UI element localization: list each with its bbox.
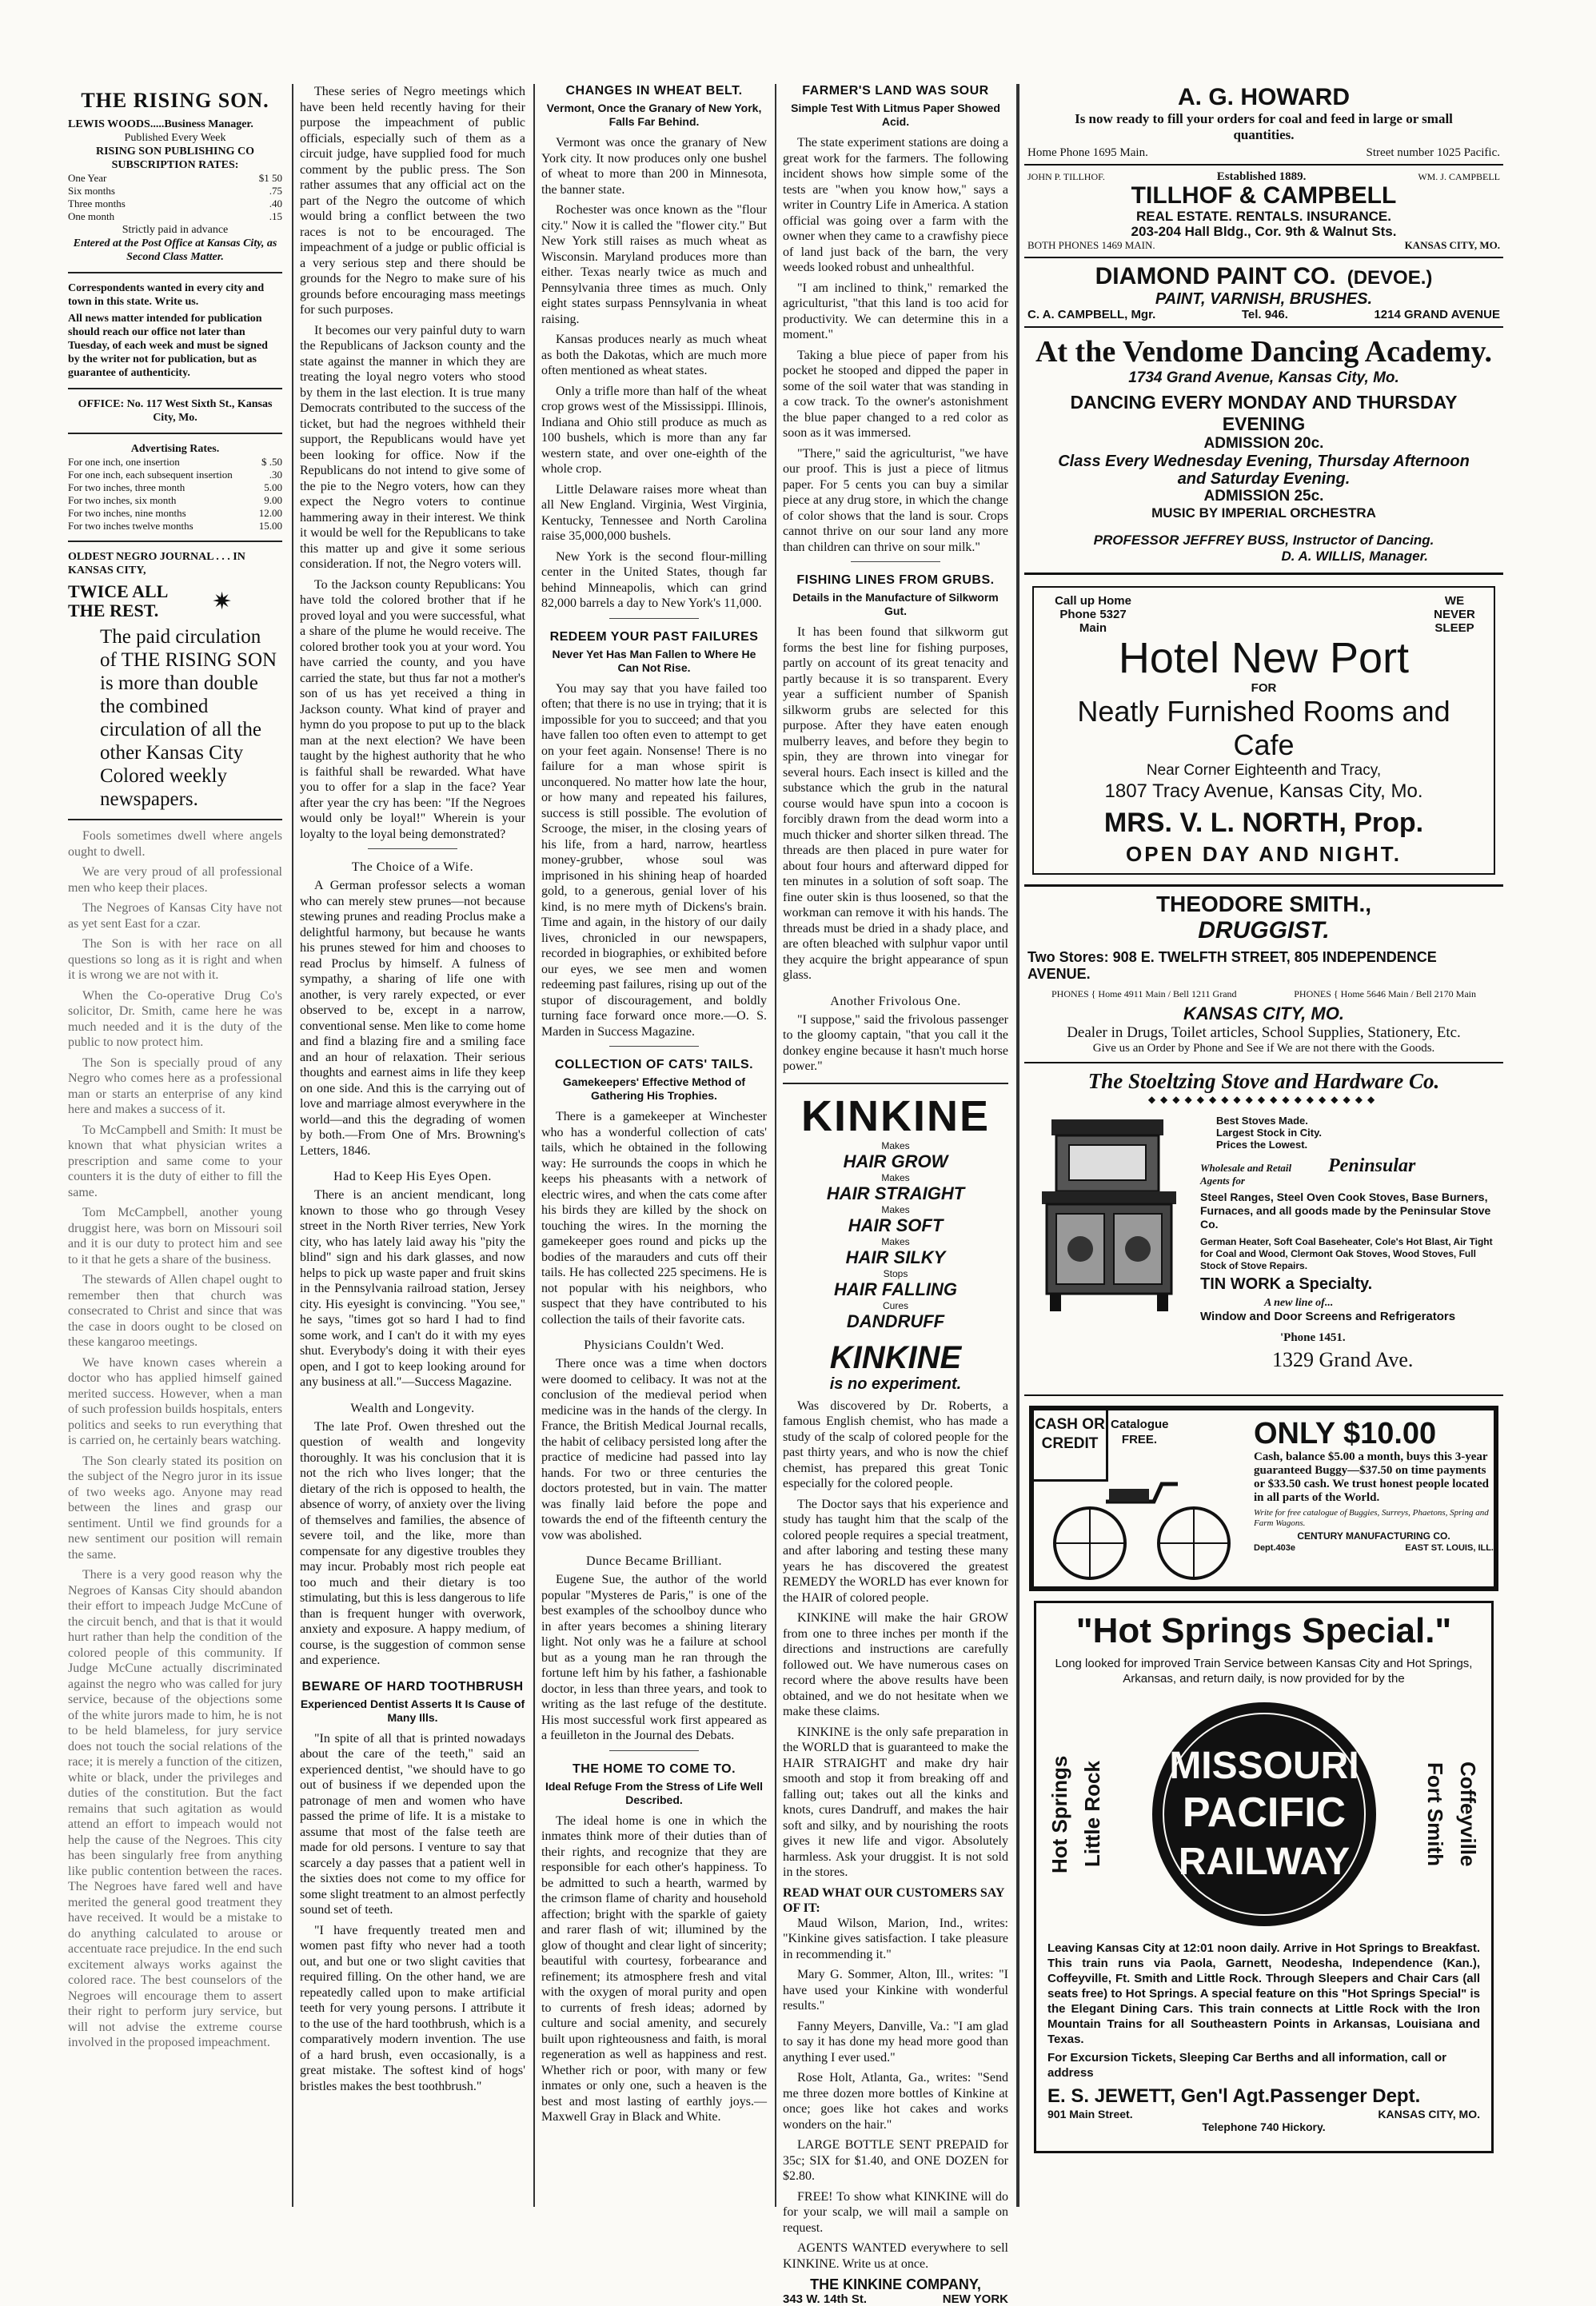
column-2 bbox=[300, 84, 525, 2207]
published-line: Published Every Week bbox=[68, 131, 282, 145]
stoeltzing-phone: 'Phone 1451. bbox=[1200, 1331, 1496, 1345]
vendome-professor: PROFESSOR JEFFREY BUSS, Instructor of Dancing. bbox=[1027, 533, 1500, 549]
rate-row bbox=[68, 210, 282, 223]
century-cash: CASH OR CREDIT bbox=[1034, 1410, 1108, 1482]
paragraph: We are very proud of all professional men who keep their places. bbox=[68, 864, 282, 896]
stoeltzing-ad bbox=[1024, 1063, 1503, 1396]
circulation-claim: The paid circulation of THE RISING SON is more than double the combined circulation of all the other Kansas City Colored weekly newspapers. bbox=[68, 625, 282, 811]
article-body bbox=[541, 135, 767, 612]
kinkine-claim: HAIR GROW bbox=[783, 1151, 1008, 1172]
howard-phone: Home Phone 1695 Main. bbox=[1027, 146, 1148, 159]
tillhof-services: REAL ESTATE. RENTALS. INSURANCE. bbox=[1027, 209, 1500, 224]
hot-springs-ad bbox=[1034, 1601, 1494, 2153]
springs-telephone: Telephone 740 Hickory. bbox=[1047, 2120, 1480, 2133]
tillhof-ad bbox=[1024, 166, 1503, 258]
paragraph: The Son clearly stated its position on the subject of the Negro juror in its issue of two weeks ago. Anyone may read between the lines and grasp our sentiment. Until we find grounds for a new sentiment our position will remain the same. bbox=[68, 1454, 282, 1563]
kinkine-title: KINKINE bbox=[783, 1092, 1008, 1140]
stoeltzing-line: Steel Ranges, Steel Oven Cook Stoves, Base Burners, Furnaces, and all goods made by the Peninsular Stove Co. bbox=[1200, 1191, 1496, 1231]
newspaper-page bbox=[68, 84, 1503, 2207]
kinkine-address: 343 W. 14th St. bbox=[783, 2293, 867, 2306]
stoeltzing-tin: TIN WORK a Specialty. bbox=[1200, 1275, 1496, 1294]
newport-call: Call up Home Phone 5327 Main bbox=[1045, 594, 1141, 635]
logo-word: RAILWAY bbox=[1178, 1841, 1349, 1883]
springs-city: KANSAS CITY, MO. bbox=[1378, 2108, 1480, 2120]
rate-value: $ .50 bbox=[261, 456, 282, 469]
paragraph: To McCampbell and Smith: It must be known that what physician writes a prescription and same come to your counters it is the duty of either to fill the same. bbox=[68, 1123, 282, 1201]
paragraph: KINKINE will make the hair GROW from one to three inches per month if the directions and instructions are carefully followed out. We have numerous cases on record where the above results have been obtained, and we do not hesitate when we make these claims. bbox=[783, 1610, 1008, 1720]
article-subtitle: Details in the Manufacture of Silkworm Gut. bbox=[783, 591, 1008, 618]
paragraph: Rose Holt, Atlanta, Ga., writes: "Send me three dozen more bottles of Kinkine at once; goes like hot cakes and works wonders on the hair." bbox=[783, 2070, 1008, 2132]
kinkine-verb: Makes bbox=[783, 1172, 1008, 1183]
smith-name: THEODORE SMITH., bbox=[1027, 892, 1500, 917]
tillhof-right: WM. J. CAMPBELL bbox=[1418, 170, 1500, 183]
article-title: FARMER'S LAND WAS SOUR bbox=[783, 84, 1008, 98]
paragraph: The state experiment stations are doing a great work for the farmers. The following incident shows how simple some of the tests are "when you know how," says a writer in Country Life in America. A station official was going over a farm with the owner when they came to a crawfishy piece of land just back of the barn, the very weeds looked robust and unhealthful. bbox=[783, 135, 1008, 276]
paragraph: "In spite of all that is printed nowadays about the care of the teeth," said an experienced dentist, "we should have to go out of business if we depended upon the patronage of men and women who have passed the prime of life. It is a mistake to assume that most of the false teeth are made for old persons. I venture to say that scarcely a day passes that a patient well in the sixties does not come to my office for some slight treatment to an almost perfectly sound set of teeth. bbox=[300, 1731, 525, 1918]
col2-intro bbox=[300, 84, 525, 842]
company-name: RISING SON PUBLISHING CO bbox=[68, 145, 282, 158]
column-1 bbox=[68, 84, 282, 2207]
vendome-title: At the Vendome Dancing Academy. bbox=[1027, 334, 1500, 369]
logo-word: MISSOURI bbox=[1169, 1745, 1359, 1787]
stoeltzing-line: Prices the Lowest. bbox=[1200, 1139, 1496, 1151]
newport-near: Near Corner Eighteenth and Tracy, bbox=[1045, 762, 1482, 780]
subscription-rates bbox=[68, 172, 282, 223]
tillhof-phones: BOTH PHONES 1469 MAIN. bbox=[1027, 239, 1155, 252]
rate-row bbox=[68, 197, 282, 210]
springs-title: "Hot Springs Special." bbox=[1047, 1611, 1480, 1651]
kinkine-city: NEW YORK bbox=[943, 2293, 1008, 2306]
column-4 bbox=[783, 84, 1008, 2207]
kinkine-claim: DANDRUFF bbox=[783, 1311, 1008, 1332]
newport-name: Hotel New Port bbox=[1045, 635, 1482, 681]
vendome-admission-2: ADMISSION 25c. bbox=[1027, 488, 1500, 505]
buggy-illustration bbox=[1042, 1478, 1242, 1582]
vendome-manager: D. A. WILLIS, Manager. bbox=[1027, 549, 1500, 565]
office-address: OFFICE: No. 117 West Sixth St., Kansas City, Mo. bbox=[68, 397, 282, 425]
subscription-head: SUBSCRIPTION RATES: bbox=[68, 158, 282, 172]
springs-tickets: For Excursion Tickets, Sleeping Car Berths and all information, call or address bbox=[1047, 2050, 1480, 2081]
tillhof-name: TILLHOF & CAMPBELL bbox=[1027, 183, 1500, 209]
diamond-name: DIAMOND PAINT CO. bbox=[1095, 263, 1336, 290]
tillhof-established: Established 1889. bbox=[1217, 170, 1307, 183]
article-title: Wealth and Longevity. bbox=[300, 1402, 525, 1416]
article-title: BEWARE OF HARD TOOTHBRUSH bbox=[300, 1680, 525, 1694]
stoeltzing-line: Window and Door Screens and Refrigerators bbox=[1200, 1310, 1496, 1323]
paragraph: We have known cases wherein a doctor who has applied himself gained merited success. However, when a man of such profession builds hospitals, enters politics and seeks to run everything that is carried on, he certainly bears watching. bbox=[68, 1355, 282, 1449]
kinkine-claims bbox=[783, 1140, 1008, 1332]
rate-label: Six months bbox=[68, 185, 115, 197]
col1-paragraphs bbox=[68, 828, 282, 2051]
rate-value: 12.00 bbox=[259, 507, 282, 520]
rate-row bbox=[68, 185, 282, 197]
article-subtitle: Gamekeepers' Effective Method of Gathering His Trophies. bbox=[541, 1075, 767, 1103]
article-subtitle: Simple Test With Litmus Paper Showed Acid. bbox=[783, 102, 1008, 129]
paragraph: These series of Negro meetings which have been held recently having for their purpose the impeachment of public officials, especially such of them as a circuit judge, have supplied food for much comment by the public press. The Son rather assumes that any official act on the part of the Negro the outcome of which would bring a conflict between the two races is not to be encouraged. The impeachment of a judge or public official is a very serious step and there should be grounds for the Negro to make sure of his grounds before encouraging mass meetings for such purposes. bbox=[300, 84, 525, 318]
column-rule bbox=[775, 84, 776, 2207]
smith-druggist-ad bbox=[1024, 884, 1503, 1063]
paragraph: Little Delaware raises more wheat than all New England. Virginia, West Virginia, Kentucky, Tennessee and North Carolina raise 35,000,000 bushels. bbox=[541, 482, 767, 545]
paragraph: The Son is with her race on all questions so long as it is right and when it is wrong we are not with it. bbox=[68, 936, 282, 983]
article-title: REDEEM YOUR PAST FAILURES bbox=[541, 630, 767, 644]
twice-all-the-rest: TWICE ALL THE REST. bbox=[68, 582, 180, 620]
article-body bbox=[300, 1731, 525, 2095]
rate-row bbox=[68, 481, 282, 494]
article-title: FISHING LINES FROM GRUBS. bbox=[783, 573, 1008, 588]
masthead-title: THE RISING SON. bbox=[68, 89, 282, 113]
rate-label: One Year bbox=[68, 172, 106, 185]
springs-body: Leaving Kansas City at 12:01 noon daily. Arrive in Hot Springs to Breakfast. This train runs via Paola, Garnett, Neodesha, Independence (Kan.), Coffeyville, Ft. Smith and Little Rock. Through Sleepers and Chair Cars (all seats free) to Hot Springs. A special feature on this "Hot Springs Special" is the Elegant Dining Cars. This train connects at Little Rock with the Iron Mountain Trains for all Southeastern Points in Arkansas, Louisiana and Texas. bbox=[1047, 1941, 1480, 2047]
rate-label: For two inches, nine months bbox=[68, 507, 186, 520]
newport-for: FOR bbox=[1045, 681, 1482, 695]
rate-row bbox=[68, 456, 282, 469]
smith-phones-right: PHONES { Home 5646 Main / Bell 2170 Main bbox=[1294, 987, 1476, 1000]
century-dept: Dept.403e bbox=[1254, 1542, 1295, 1554]
century-name: CENTURY MANUFACTURING CO. bbox=[1254, 1530, 1494, 1542]
diamond-line: PAINT, VARNISH, BRUSHES. bbox=[1027, 290, 1500, 309]
paragraph: The stewards of Allen chapel ought to remember then that church was consecrated to Christ and since that was the case in doors ought to be closed on these kangaroo meetings. bbox=[68, 1272, 282, 1350]
rate-label: For two inches twelve months bbox=[68, 520, 194, 533]
article-subtitle: Experienced Dentist Asserts It Is Cause of Many Ills. bbox=[300, 1698, 525, 1725]
news-note: All news matter intended for publication should reach our office not later than Tuesday, of each week and must be signed by the writer not for publication, but as guarantee of authenticity. bbox=[68, 312, 282, 380]
ornament-icon: ◆◆◆◆◆◆◆◆◆◆◆◆◆◆◆◆◆◆◆ bbox=[1027, 1094, 1500, 1106]
article-title: THE HOME TO COME TO. bbox=[541, 1762, 767, 1777]
howard-ad bbox=[1024, 84, 1503, 166]
rate-value: 5.00 bbox=[264, 481, 282, 494]
article-subtitle: Ideal Refuge From the Stress of Life Well Described. bbox=[541, 1780, 767, 1807]
rate-label: For two inches, six month bbox=[68, 494, 176, 507]
stove-illustration bbox=[1037, 1115, 1181, 1315]
paragraph: KINKINE is the only safe preparation in the WORLD that is guaranteed to make the HAIR STRAIGHT and make dry hair smooth and stop it from breaking off and falling out; takes out all the kinks and knots, cures Dandruff, and makes the hair soft and silky, and by nourishing the roots gives it new life and vigor. Absolutely harmless. Ask your druggist. It is not sold in the stores. bbox=[783, 1725, 1008, 1881]
howard-street: Street number 1025 Pacific. bbox=[1367, 146, 1500, 159]
paragraph: Tom McCampbell, another young druggist here, was born on Missouri soil and it is our duty to protect him and see to it that he gets a share of the business. bbox=[68, 1205, 282, 1267]
kinkine-title-2: KINKINE bbox=[783, 1340, 1008, 1375]
springs-left-1: Hot Springs bbox=[1047, 1710, 1072, 1918]
rate-value: $1 50 bbox=[259, 172, 282, 185]
hotel-newport-ad bbox=[1032, 586, 1495, 875]
kinkine-testimonials bbox=[783, 1916, 1008, 2272]
paragraph: "There," said the agriculturist, "we have our proof. This is just a piece of litmus paper. For 5 cents you can buy a similar piece at any drug store, in which the change of color shows that the land is sour. Crops cannot thrive on our sour land any more than children can thrive on sour milk." bbox=[783, 446, 1008, 556]
rate-label: One month bbox=[68, 210, 114, 223]
paragraph: To the Jackson county Republicans: You have told the colored brother that if he proved loyal and you were successful, what a share of the plume he would receive. The colored brother took you at your word. You have carried the county, and you have carried the state, but thus far not a mother's son of us has yet received a thing in Jackson county. What kind of prayer and hymn do you propose to put up to the black man at the next election? We have been taught by the highest authority that he who is faithful shall be rewarded. What have you to offer for a slap in the face? Year after year the cry has been: "If the Negroes would only be loyal!" Wherein is your loyalty to the loyal being demonstrated? bbox=[300, 577, 525, 843]
stoeltzing-name: The Stoeltzing Stove and Hardware Co. bbox=[1027, 1068, 1500, 1094]
article-body: "I suppose," said the frivolous passenger to the gloomy captain, "that you call it the donkey engine because it hasn't much horse power." bbox=[783, 1012, 1008, 1075]
stoeltzing-details bbox=[1200, 1115, 1496, 1372]
smith-phones-left: PHONES { Home 4911 Main / Bell 1211 Grand bbox=[1051, 987, 1237, 1000]
paragraph: FREE! To show what KINKINE will do for your scalp, we will mail a sample on request. bbox=[783, 2189, 1008, 2236]
kinkine-claim: HAIR STRAIGHT bbox=[783, 1183, 1008, 1204]
stoeltzing-line: Largest Stock in City. bbox=[1200, 1127, 1496, 1139]
article-body: It has been found that silkworm gut forms the best line for fishing purposes, partly on account of its great tenacity and partly because it is so transparent. Every year a sufficient number of Spanish silkworm grubs are selected for this purpose. After they have eaten enough mulberry leaves, and before they begin to spin, they are thrown into vinegar for several hours. Each insect is killed and the substance which the grub in the natural course would have spun into a cocoon is forcibly drawn from the dead worm into a much thicker and shorter silken thread. The threads are then placed in pure water for about four hours and afterward dipped for ten minutes in a solution of soft soap. The fine outer skin is thus loosened, so that the workman can remove it with his hands. The threads must be dried in a shady place, and are often bleached with sulphur vapor until they acquire the bright appearance of spun glass. bbox=[783, 624, 1008, 983]
kinkine-verb: Makes bbox=[783, 1140, 1008, 1151]
rate-label: Three months bbox=[68, 197, 126, 210]
article-body: There is a gamekeeper at Winchester who has a wonderful collection of cats' tails, which he obtained in the following way: He surrounds the coops in which he keeps his pheasants with a network of electric wires, and when the cats come after his birds they are killed by the shock on touching the wires. In the morning the gamekeeper goes round and picks up the bodies of the marauders and cuts off their tails. He has collected 225 specimens. He is not popular with his neighbors, who suspect that they have contributed to his collection the tails of their favorite cats. bbox=[541, 1109, 767, 1327]
kinkine-verb: Makes bbox=[783, 1236, 1008, 1247]
article-subtitle: Vermont, Once the Granary of New York, Falls Far Behind. bbox=[541, 102, 767, 129]
article-body: Eugene Sue, the author of the world popular "Mysteres de Paris," is one of the best examples of the schoolboy dunce who in after years becomes a shining literary light. Not only was he a failure at school but as a young man he ran through the fortune left him by his father, a fashionable doctor, in less than three years, and took to writing as the last refuge of the destitute. His most successful work first appeared as a feuilleton in the Journal des Debats. bbox=[541, 1572, 767, 1744]
rate-label: For one inch, each subsequent insertion bbox=[68, 469, 233, 481]
kinkine-read: READ WHAT OUR CUSTOMERS SAY OF IT: bbox=[783, 1885, 1008, 1916]
smith-stores: Two Stores: 908 E. TWELFTH STREET, 805 INDEPENDENCE AVENUE. bbox=[1027, 949, 1500, 983]
ads-column bbox=[1024, 84, 1503, 2207]
stoeltzing-agents: Wholesale and Retail Agents for bbox=[1200, 1162, 1320, 1187]
tillhof-city: KANSAS CITY, MO. bbox=[1405, 239, 1500, 252]
vendome-ad bbox=[1024, 328, 1503, 575]
diamond-paint-ad bbox=[1024, 258, 1503, 328]
springs-right-1: Fort Smith bbox=[1422, 1710, 1447, 1918]
vendome-admission-1: ADMISSION 20c. bbox=[1027, 435, 1500, 453]
paragraph: Was discovered by Dr. Roberts, a famous English chemist, who has made a study of the scalp of colored people for the past thirty years, and who is now the chief chemist, has prepared this great Tonic especially for the colored people. bbox=[783, 1398, 1008, 1492]
newport-line: Neatly Furnished Rooms and Cafe bbox=[1045, 695, 1482, 762]
paragraph: AGENTS WANTED everywhere to sell KINKINE. Write us at once. bbox=[783, 2240, 1008, 2272]
article-subtitle: Never Yet Has Man Fallen to Where He Can Not Rise. bbox=[541, 648, 767, 675]
paragraph: Only a trifle more than half of the wheat crop grows west of the Mississippi. Illinois, Indiana and Ohio still produce as much as 100 bushels, which is more than any far western state, and over one-eighth of the whole crop. bbox=[541, 384, 767, 477]
newport-never-sleep: WE NEVER SLEEP bbox=[1426, 594, 1482, 635]
howard-name: A. G. HOWARD bbox=[1027, 84, 1500, 111]
century-buggy-ad bbox=[1029, 1406, 1498, 1591]
century-catalogue: Catalogue FREE. bbox=[1111, 1417, 1168, 1447]
rate-label: For two inches, three month bbox=[68, 481, 185, 494]
paragraph: The Negroes of Kansas City have not as yet sent East for a czar. bbox=[68, 900, 282, 932]
kinkine-verb: Makes bbox=[783, 1204, 1008, 1215]
vendome-class: Class Every Wednesday Evening, Thursday Afternoon and Saturday Evening. bbox=[1027, 453, 1500, 488]
paragraph: "I have frequently treated men and women past fifty who never had a tooth out, and but one or two slight cavities that required filling. On the other hand, we are repeatedly called upon to make artificial teeth for very young persons. I attribute it to the use of the hard toothbrush, which is a comparatively modern invention. The use of a hard brush, even occasionally, is a great mistake. The softest kind of hogs' bristles makes the best toothbrush." bbox=[300, 1923, 525, 2095]
kinkine-claim: HAIR SOFT bbox=[783, 1215, 1008, 1236]
paragraph: New York is the second flour-milling center in the United States, though far behind Minneapolis, which can grind 82,000 barrels a day to New York's 11,000. bbox=[541, 549, 767, 612]
stoeltzing-line: Best Stoves Made. bbox=[1200, 1115, 1496, 1127]
article-title: Another Frivolous One. bbox=[783, 995, 1008, 1009]
paragraph: The Doctor says that his experience and study has taught him that the scalp of the colored people requires a special treatment, and after laboring and testing these many years he has discovered the greatest REMEDY the WORLD has ever known for the HAIR of colored people. bbox=[783, 1497, 1008, 1606]
smith-order: Give us an Order by Phone and See if We are not there with the Goods. bbox=[1027, 1042, 1500, 1055]
diamond-devoe: (DEVOE.) bbox=[1347, 267, 1433, 289]
rate-value: .40 bbox=[269, 197, 282, 210]
stoeltzing-address: 1329 Grand Ave. bbox=[1200, 1348, 1496, 1372]
column-rule bbox=[533, 84, 535, 2207]
article-body: There once was a time when doctors were doomed to celibacy. It was not at the conclusion of the medieval period when medicine was in the hands of the clergy. In France, the British Medical Journal recalls, the habit of celibacy persisted long after the practice of medicine had passed into lay hands. For two or three centuries the doctors protested, but in vain. The matter was finally laid before the pope and towards the end of the fifteenth century the vow was abolished. bbox=[541, 1356, 767, 1543]
advertising-rates bbox=[68, 456, 282, 533]
article-title: CHANGES IN WHEAT BELT. bbox=[541, 84, 767, 98]
kinkine-tag: is no experiment. bbox=[783, 1375, 1008, 1394]
paragraph: It becomes our very painful duty to warn the Republicans of Jackson county and the state against the manner in which they are treating the loyal negro voters who stood by them in the last election. It is true many Democrats contributed to the success of the ticket, but had the negroes withheld their support, the Republicans would have yet been looking for office. Now if the Republicans do not intend to give some of the pie to the Negro voters, how can they expect the Negro voters to continue hammering away in their interest. We think it would be well for the Republicans to take this matter up and give it some serious consideration. If not, the Negro voters will. bbox=[300, 323, 525, 573]
missouri-pacific-logo bbox=[1144, 1698, 1384, 1930]
springs-street: 901 Main Street. bbox=[1047, 2108, 1133, 2120]
tillhof-left: JOHN P. TILLHOF. bbox=[1027, 170, 1105, 183]
column-rule bbox=[1018, 84, 1019, 2207]
century-body: Cash, balance $5.00 a month, buys this 3-year guaranteed Buggy—$37.50 on time payments or $33.50 cash. We trust honest people located in all parts of the World. bbox=[1254, 1450, 1494, 1505]
century-address: EAST ST. LOUIS, ILL. bbox=[1405, 1542, 1494, 1554]
paragraph: Mary G. Sommer, Alton, Ill., writes: "I have used your Kinkine with wonderful results." bbox=[783, 1967, 1008, 2014]
paragraph: Maud Wilson, Marion, Ind., writes: "Kinkine gives satisfaction. I take pleasure in recommending it." bbox=[783, 1916, 1008, 1963]
smith-city: KANSAS CITY, MO. bbox=[1027, 1003, 1500, 1024]
newport-open: OPEN DAY AND NIGHT. bbox=[1045, 842, 1482, 867]
rate-value: .30 bbox=[269, 469, 282, 481]
kinkine-claim: HAIR SILKY bbox=[783, 1247, 1008, 1268]
rate-value: .15 bbox=[269, 210, 282, 223]
paragraph: Taking a blue piece of paper from his pocket he stooped and dipped the paper in some of the soil water that was standing in a cow track. To the owner's astonishment the blue paper changed to a red color as soon as it was immersed. bbox=[783, 348, 1008, 441]
paragraph: Vermont was once the granary of New York city. It now produces only one bushel of wheat to more than 200 in Minnesota, the banner state. bbox=[541, 135, 767, 197]
article-body: The ideal home is one in which the inmates think more of their duties than of their rights, and recognize that they are responsible for each other's happiness. To be admitted to such a hearth, warmed by the crimson flame of charity and household affection; bright with the sparkle of gaiety and rarer flash of wit; illumined by the glow of thought and clear light of sincerity; beautiful with courtesy, forbearance and refinement; its atmosphere fresh and vital with the oxygen of moral purity and open to currents of fresh ideas; adorned by culture and social amenity, and securely built upon righteousness and faith, is moral regeneration as well as happiness and rest. Whether rich or poor, with many or few inmates or only one, such a heaven is the best and most lasting of earthly joys.—Maxwell Gray in Black and White. bbox=[541, 1813, 767, 2125]
springs-agent: E. S. JEWETT, Gen'l Agt.Passenger Dept. bbox=[1047, 2085, 1480, 2108]
rate-value: .75 bbox=[269, 185, 282, 197]
article-body: You may say that you have failed too often; that there is no use in trying; that it is impossible for you to succeed; and that you have fallen too often even to attempt to get on your feet again. Nonsense! There is no failure for a man whose spirit is unconquered. No matter how late the hour, or how many and repeated his failures, success is still possible. The evolution of Scrooge, the miser, in the closing years of his life, from a hard, narrow, heartless money-grubber, whose soul was imprisoned in his shining heap of hoarded gold, to a generous, genial lover of his kind, is no mere myth of Dickens's brain. Time and again, in the history of our daily lives, chronicled in our newspapers, recorded in biographies, or exhibited before our eyes, we see men and women redeeming past failures, rising up out of the stupor of discouragement, and boldly turning face forward once more.—O. S. Marden in Success Magazine. bbox=[541, 681, 767, 1040]
rate-value: 15.00 bbox=[259, 520, 282, 533]
correspondents-note: Correspondents wanted in every city and town in this state. Write us. bbox=[68, 281, 282, 309]
article-title: The Choice of a Wife. bbox=[300, 860, 525, 875]
rate-value: 9.00 bbox=[264, 494, 282, 507]
kinkine-company: THE KINKINE COMPANY, bbox=[783, 2276, 1008, 2293]
rate-row bbox=[68, 469, 282, 481]
stoeltzing-line: A new line of... bbox=[1200, 1297, 1496, 1310]
rate-label: For one inch, one insertion bbox=[68, 456, 180, 469]
vendome-address: 1734 Grand Avenue, Kansas City, Mo. bbox=[1027, 369, 1500, 387]
diamond-tel: Tel. 946. bbox=[1242, 309, 1288, 321]
rate-row bbox=[68, 507, 282, 520]
springs-intro: Long looked for improved Train Service between Kansas City and Hot Springs, Arkansas, and return daily, is now provided for by the bbox=[1047, 1656, 1480, 1686]
rate-row bbox=[68, 172, 282, 185]
paragraph: There is a very good reason why the Negroes of Kansas City should abandon their effort to impeach Judge McCune of the circuit bench, and that is that it would hurt rather than help the condition of the colored people of this community. If Judge McCune actually discriminated against the negro who was called for jury service, because of the objections some of the white jurors made to him, he is not to be held blameless, for jury service does not touch the social relations of the race; it is merely a function of the citizen, white or black, under the privileges and duties of the constitution. But the fact remains that such agitation as would attend an effort to impeach would not help the cause of the Negroes. This city has been singularly free from anything like public contention between the races. The Negroes have fared well and have merited the general good treatment they have received. It would be a mistake to do anything calculated to arouse or accentuate race prejudice. In the end such excitement always works against the colored race. The best counselors of the Negroes will encourage them to assert their right to perform jury service, but will not advise the extreme course involved in the proposed impeachment. bbox=[68, 1567, 282, 2051]
paragraph: LARGE BOTTLE SENT PREPAID for 35c; SIX for $1.40, and ONE DOZEN for $2.80. bbox=[783, 2137, 1008, 2184]
kinkine-body bbox=[783, 1398, 1008, 1881]
star-icon: ✷ bbox=[212, 588, 232, 616]
article-body: The late Prof. Owen threshed out the question of wealth and longevity thoroughly. It was his conclusion that it is not the rich who lives longer; that the dietary of the rich is opposed to health, the absence of worry, of anxiety over the living of themselves and families, the absence of severe toil, and the like, more than compensate for any digestive troubles they may incur. Probably most rich people eat too much and their dietary is too stimulating, but this is less dangerous to life than is frequent hunger with overwork, anxiety and exposure. A happy medium, of course, is the suggestion of common sense and experience. bbox=[300, 1419, 525, 1669]
paragraph: Fanny Meyers, Danville, Va.: "I am glad to say it has done my head more good than anything I ever used." bbox=[783, 2019, 1008, 2066]
smith-dealer: Dealer in Drugs, Toilet articles, School Supplies, Stationery, Etc. bbox=[1027, 1024, 1500, 1042]
kinkine-ad bbox=[783, 1092, 1008, 2306]
paragraph: When the Co-operative Drug Co's solicitor, Dr. Smith, came here he was much needed and it is the duty of the public to now protect him. bbox=[68, 988, 282, 1051]
newport-address: 1807 Tracy Avenue, Kansas City, Mo. bbox=[1045, 780, 1482, 804]
article-body: There is an ancient mendicant, long known to those who go through Vesey street in the North River terries, New York city, who has lately laid away his "pity the blind" sign and his dark glasses, and now helps to pick up waste paper and fruit skins in the Pennsylvania railroad station, Jersey city. His eyesight is convincing. "You see," he says, "times got so hard I had to find some work, and I can't do it with my eyes shut. Everybody's doing it with their eyes open, and I got to keep looking around for any business at all."—Success Magazine. bbox=[300, 1187, 525, 1390]
column-rule bbox=[292, 84, 293, 2207]
article-body: A German professor selects a woman who can merely stew prunes—not because stewing prunes and reading Proclus make a delightful harmony, but because he wants his prunes stewed for him and chooses to read Proclus by himself. A fulness of sympathy, a sharing of life one with another, is very rarely expected, or ever observed to be, except in a narrow, conventional sense. Men like to come home and find a blazing fire and a smiling face and an hour of relaxation. Their serious thoughts and earnest aims in life they keep on one side. And this is the carrying out of love and marriage almost everywhere in the world—and this the degrading of women by both.—From One of Mrs. Browning's Letters, 1846. bbox=[300, 878, 525, 1159]
kinkine-claim: HAIR FALLING bbox=[783, 1279, 1008, 1300]
article-title: Had to Keep His Eyes Open. bbox=[300, 1170, 525, 1184]
rate-row bbox=[68, 494, 282, 507]
oldest-journal: OLDEST NEGRO JOURNAL . . . IN KANSAS CITY, bbox=[68, 550, 282, 577]
stoeltzing-line: German Heater, Soft Coal Baseheater, Cole's Hot Blast, Air Tight for Coal and Wood, Clermont Oak Stoves, Wood Stoves, Full Stock of Stove Repairs. bbox=[1200, 1236, 1496, 1272]
article-title: Physicians Couldn't Wed. bbox=[541, 1339, 767, 1353]
diamond-mgr: C. A. CAMPBELL, Mgr. bbox=[1027, 309, 1155, 321]
rate-row bbox=[68, 520, 282, 533]
diamond-address: 1214 GRAND AVENUE bbox=[1374, 309, 1500, 321]
howard-line: Is now ready to fill your orders for coal and feed in large or small quantities. bbox=[1027, 111, 1500, 143]
kinkine-verb: Cures bbox=[783, 1300, 1008, 1311]
paragraph: Rochester was once known as the "flour city." Now it is called the "flower city." But New York still raises as much wheat as Wisconsin. Maryland produces more than either. Texas nearly twice as much and Pennsylvania three times as much. Only eight states surpass Pennsylvania in wheat raising. bbox=[541, 202, 767, 327]
column-3 bbox=[541, 84, 767, 2207]
vendome-dancing: DANCING EVERY MONDAY AND THURSDAY EVENING bbox=[1027, 392, 1500, 435]
smith-title: DRUGGIST. bbox=[1027, 917, 1500, 944]
logo-word: PACIFIC bbox=[1182, 1789, 1345, 1836]
springs-right-2: Coffeyville bbox=[1455, 1710, 1480, 1918]
paragraph: Fools sometimes dwell where angels ought to dwell. bbox=[68, 828, 282, 860]
advertising-head: Advertising Rates. bbox=[68, 442, 282, 456]
paragraph: Kansas produces nearly as much wheat as both the Dakotas, which are much more often mentioned as wheat states. bbox=[541, 332, 767, 379]
article-title: COLLECTION OF CATS' TAILS. bbox=[541, 1058, 767, 1072]
springs-left-2: Little Rock bbox=[1080, 1710, 1105, 1918]
century-details bbox=[1254, 1417, 1494, 1554]
kinkine-verb: Stops bbox=[783, 1268, 1008, 1279]
paragraph: The Son is specially proud of any Negro who comes here as a professional man or starts an enterprise of any kind here and makes a success of it. bbox=[68, 1055, 282, 1118]
advance-note: Strictly paid in advance bbox=[68, 223, 282, 237]
century-price: ONLY $10.00 bbox=[1254, 1417, 1494, 1450]
article-body bbox=[783, 135, 1008, 555]
vendome-music: MUSIC BY IMPERIAL ORCHESTRA bbox=[1027, 505, 1500, 521]
article-title: Dunce Became Brilliant. bbox=[541, 1554, 767, 1569]
paragraph: "I am inclined to think," remarked the agriculturist, "that this land is too acid for productivity. We can determine this in a moment." bbox=[783, 281, 1008, 343]
entered-note: Entered at the Post Office at Kansas City, as Second Class Matter. bbox=[68, 237, 282, 264]
stoeltzing-peninsular: Peninsular bbox=[1328, 1155, 1415, 1177]
manager-line: LEWIS WOODS.....Business Manager. bbox=[68, 118, 282, 131]
tillhof-address: 203-204 Hall Bldg., Cor. 9th & Walnut Sts. bbox=[1027, 224, 1500, 239]
newport-prop: MRS. V. L. NORTH, Prop. bbox=[1045, 807, 1482, 839]
century-write: Write for free catalogue of Buggies, Surreys, Phaetons, Spring and Farm Wagons. bbox=[1254, 1508, 1494, 1529]
